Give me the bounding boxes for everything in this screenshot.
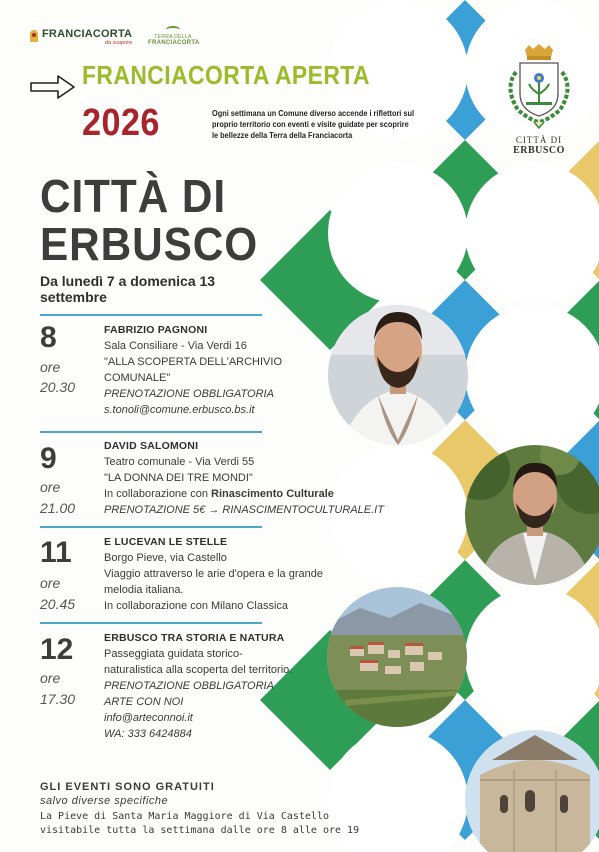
event-desc-line1: Passeggiata guidata storico- <box>104 648 243 660</box>
event-title-line2: COMUNALE" <box>104 372 171 384</box>
event-place: Teatro comunale - Via Verdi 55 <box>104 456 255 468</box>
divider <box>40 526 262 528</box>
crest-caption-line2: ERBUSCO <box>513 145 565 156</box>
divider <box>40 431 262 433</box>
event-booking: PRENOTAZIONE OBBLIGATORIA <box>104 680 274 692</box>
event-place: Borgo Pieve, via Castello <box>104 552 227 564</box>
terra-logo-line2: FRANCIACORTA <box>148 40 200 46</box>
franciacorta-logo-subtext: da scoprire <box>104 40 133 46</box>
event-organizer: ARTE CON NOI <box>104 696 184 708</box>
event-time: 20.45 <box>40 596 76 612</box>
collab-name: Rinascimento Culturale <box>211 488 334 500</box>
event-name: DAVID SALOMONI <box>104 440 199 452</box>
event-desc-line2: melodia italiana. <box>104 584 184 596</box>
franciacorta-logo <box>30 28 132 46</box>
event-desc-line2: naturalistica alla scoperta del territorio. <box>104 664 293 676</box>
poster-year: 2026 <box>82 102 160 144</box>
event-time: 17.30 <box>40 691 76 707</box>
event-time: 20.30 <box>40 379 76 395</box>
divider <box>40 622 262 624</box>
event-day: 8 <box>40 321 57 354</box>
event-place: Sala Consiliare - Via Verdi 16 <box>104 340 247 352</box>
event-name: ERBUSCO TRA STORIA E NATURA <box>104 632 285 644</box>
poster-title: FRANCIACORTA APERTA <box>82 60 370 90</box>
footer-line1: La Pieve di Santa Maria Maggiore di Via Castello <box>40 811 329 822</box>
event-details <box>104 630 404 742</box>
event-day: 9 <box>40 442 57 475</box>
terra-logo-icon <box>166 26 180 33</box>
city-title-line1: CITTÀ DI <box>40 170 227 222</box>
arrow-right-icon <box>30 74 76 100</box>
intro-text: Ogni settimana un Comune diverso accende i riflettori sul proprio territorio con eventi e visite guidate per scoprire le bellezze della Terra della Franciacorta <box>212 109 415 140</box>
event-details <box>104 322 404 418</box>
footer-note: salvo diverse specifiche <box>40 795 169 807</box>
terra-logo <box>148 26 198 47</box>
event-contact-email[interactable]: info@arteconnoi.it <box>104 712 193 724</box>
crest-caption-line1: CITTÀ DI <box>515 135 563 145</box>
event-details <box>104 438 404 518</box>
event-day: 12 <box>40 633 74 666</box>
footer-free-label: GLI EVENTI SONO GRATUITI <box>40 781 215 793</box>
event-desc-line1: Viaggio attraverso le arie d'opera e la grande <box>104 568 323 580</box>
event-ore-label: ore <box>40 670 61 686</box>
event-ore-label: ore <box>40 479 61 495</box>
crest <box>494 44 584 156</box>
event-contact-email[interactable]: s.tonoli@comune.erbusco.bs.it <box>104 404 255 416</box>
event-collaboration: In collaborazione con Milano Classica <box>104 600 289 612</box>
event-ore-label: ore <box>40 575 61 591</box>
event-ore-label: ore <box>40 359 61 375</box>
event-booking[interactable]: PRENOTAZIONE 5€ → RINASCIMENTOCULTURALE.IT <box>104 504 384 516</box>
event-contact-phone[interactable]: WA: 333 6424884 <box>104 728 192 740</box>
city-title-line2: ERBUSCO <box>40 218 259 270</box>
event-name: E LUCEVAN LE STELLE <box>104 536 228 548</box>
footer <box>40 780 400 838</box>
event-time: 21.00 <box>40 500 76 516</box>
event-details <box>104 534 404 614</box>
date-range: Da lunedì 7 a domenica 13 settembre <box>40 273 216 305</box>
terra-logo-line1: TERRA DELLA <box>154 34 192 40</box>
franciacorta-logo-text: FRANCIACORTA <box>42 28 133 40</box>
franciacorta-logo-icon <box>30 30 38 42</box>
event-title-line1: "ALLA SCOPERTA DELL'ARCHIVIO <box>104 356 282 368</box>
crest-icon <box>494 44 584 130</box>
footer-line2: visitabile tutta la settimana dalle ore 8 alle ore 19 <box>40 825 360 836</box>
event-collaboration <box>104 486 404 502</box>
event-title: "LA DONNA DEI TRE MONDI" <box>104 472 253 484</box>
divider <box>40 314 262 316</box>
event-name: FABRIZIO PAGNONI <box>104 324 208 336</box>
collab-prefix: In collaborazione con <box>104 488 212 500</box>
event-day: 11 <box>40 536 72 569</box>
event-booking: PRENOTAZIONE OBBLIGATORIA <box>104 388 274 400</box>
city-title <box>40 172 258 268</box>
